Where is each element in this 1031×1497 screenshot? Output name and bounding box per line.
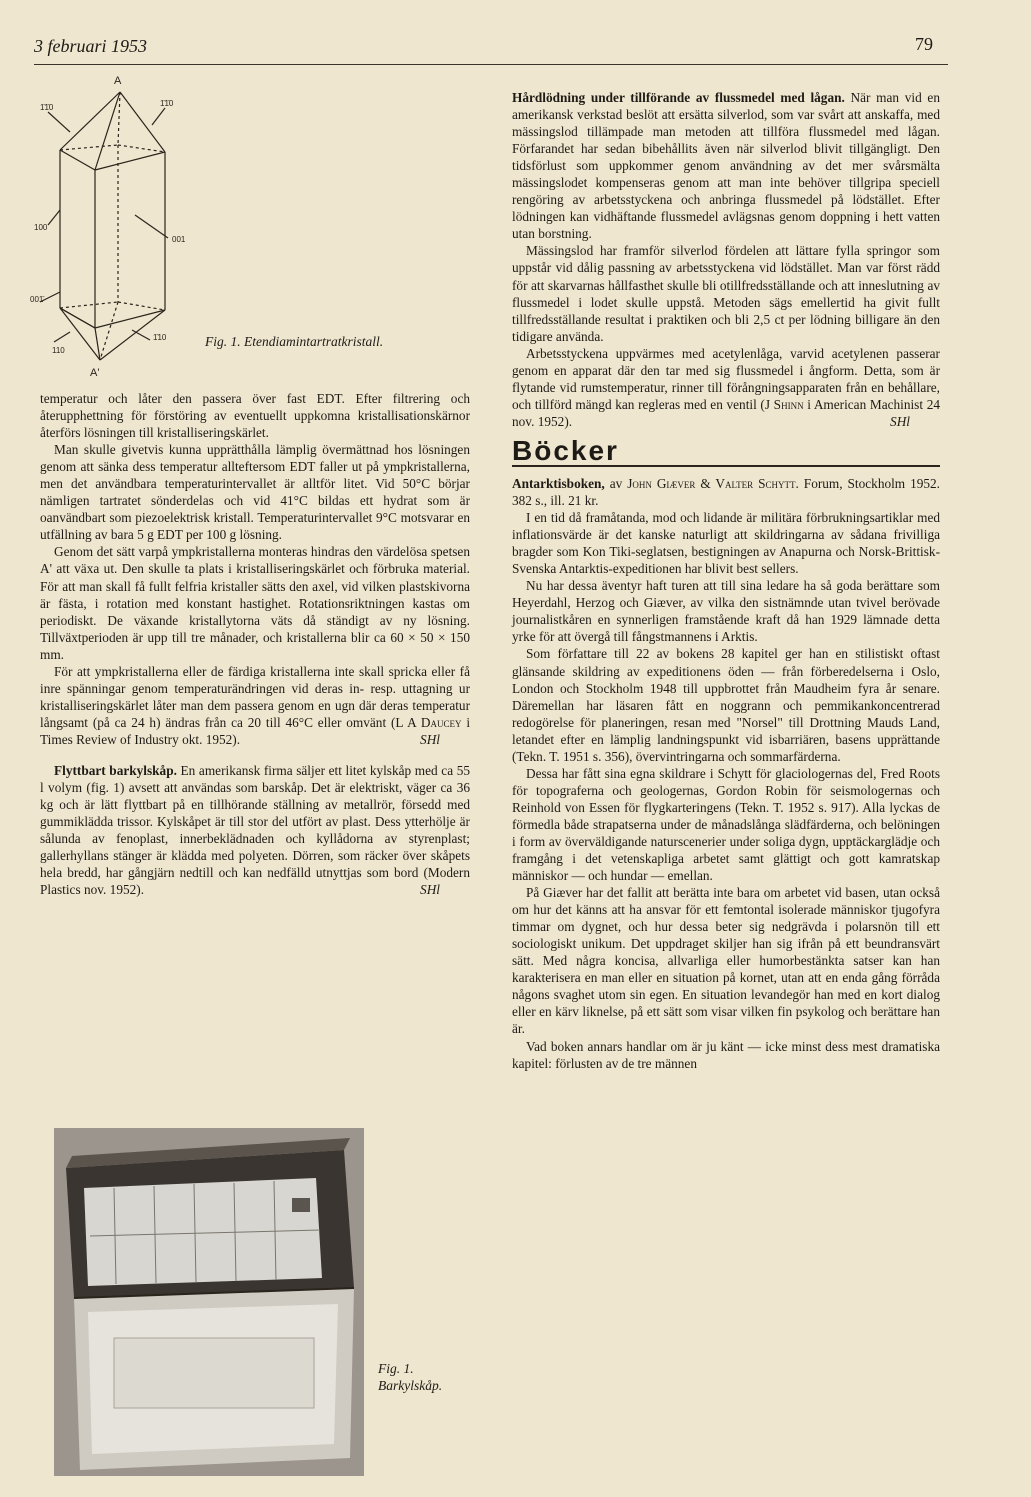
right-paragraph-2: Mässingslod har framför silverlod fördelen att lättare fylla springor som uppstår vid dålig passning av arbetsstyckena vid lödstället. Man var först rädd för att skarvarnas hållfasthet skulle bli otillfredsställande och att inneslutning av flussmedel i lodet skulle uppstå. Metoden sägs emellertid ha givit fullt tillfredsställande resultat i praktiken och bli 2,5 ct per lödning billigare än den tidigare använda. xyxy=(512,243,940,344)
figure2-caption xyxy=(378,1360,442,1394)
right-paragraph-1 xyxy=(512,89,940,242)
figure1-caption: Fig. 1. Etendiamintartratkristall. xyxy=(205,334,384,349)
refrigerator-photo xyxy=(54,1128,364,1476)
header-date: 3 februari 1953 xyxy=(34,36,148,56)
book-review-paragraph-6: Vad boken annars handlar om är ju känt — icke minst dess mest dramatiska kapitel: förlusten av de tre männen xyxy=(512,1038,940,1071)
article-title-hardlodning: Hårdlödning under tillförande av flussmedel med lågan. xyxy=(512,90,845,105)
book-title: Antarktisboken, xyxy=(512,475,605,491)
label-100: 100 xyxy=(34,223,48,232)
label-110: 110 xyxy=(52,346,65,355)
left-paragraph-4 xyxy=(40,663,470,748)
left-paragraph-3: Genom det sätt varpå ympkristallerna monteras hindras den värdelösa spetsen A' att växa ut. Den skulle ta plats i kristalliseringskärlet och förbruka material. För att man skall få fullt felfria kristaller sätts den axel, vid vilken plastskivorna är fästa, i rotation med konstant hastighet. Rotationsriktningen kastas om periodiskt. De växande kristallytorna väts då ständigt av ny lösning. Tillväxtperioden är upp till tre månader, och kristallerna blir ca 60 × 50 × 150 mm. xyxy=(40,544,470,662)
book-entry xyxy=(512,475,940,509)
book-review-paragraph-4: Dessa har fått sina egna skildrare i Schytt för glaciologernas del, Fred Roots för topograferna och geologernas, Gordon Robin för seismologernas och Reinhold von Essen för flygkarteringens (Tekn. T. 1952 s. 917). Alla lyckas de förmedla både strapatserna under de månadslånga slädfärderna, och belöningen i form av överväldigande naturscenerier under soliga dygn, upptäckarglädje och framgång i det vetenskapliga arbetet samt glättigt och gott kamratskap människor — och hundar — emellan. xyxy=(512,765,940,884)
label-A-prime: A' xyxy=(90,367,100,379)
right-paragraph-3-text: Arbetsstyckena uppvärmes med acetylenlåga, varvid acetylenen passerar genom en apparat där den tar med sig flussmedel i ångform. Detta, som är flytande vid rumstemperatur, rinner till förångningsapparaten från en behållare, och tillförd mängd kan regleras med en ventil (J xyxy=(512,345,940,412)
left-paragraph-4-end: i Times Review of Industry okt. 1952). xyxy=(40,714,471,747)
label-1-bar-1-0b: 1̄1̄0 xyxy=(160,99,174,108)
label-001: 001 xyxy=(172,235,186,244)
right-column xyxy=(512,89,940,1072)
left-column xyxy=(40,390,470,898)
right-paragraph-3-signature: SHl xyxy=(890,413,910,429)
article-title-barkylskap: Flyttbart barkylskåp. xyxy=(54,762,177,778)
figure2-caption-line2: Barkylskåp. xyxy=(378,1378,443,1393)
book-by: av xyxy=(609,475,623,491)
right-paragraph-1-text: När man vid en amerikansk verkstad beslöt att ersätta silverlod, som var svårt att anskaffa, med mässingslod tillämpade man metoden att tillföra flussmedel med lågan. Förfarandet har sedan bibehållits även när silverlod blivit tillgängligt. Den tidsförlust som uppkommer genom användning av det mer svårsmälta mässingslodet kompenseras genom att man inte behöver tillgripa speciell rengöring av arbetsstyckena och anbringa flussmedel på lödstället. Efter lödningen kan vidhäftande flussmedel avlägsnas genom doppning i hett vatten utan borstning. xyxy=(512,90,940,242)
crystal-diagram xyxy=(30,70,210,380)
left-paragraph-5 xyxy=(40,762,470,898)
section-heading-books: Böcker xyxy=(512,442,940,467)
right-paragraph-3-end: i American Machinist 24 nov. 1952). xyxy=(512,396,940,429)
left-paragraph-5-signature: SHl xyxy=(420,882,440,898)
left-paragraph-4-author: Daucey xyxy=(420,714,462,730)
book-review-paragraph-3: Som författare till 22 av bokens 28 kapitel ger han en stilistiskt oftast glänsande skildring av expeditionens öden — från förberedelserna i Oslo, London och Stockholm 1948 till uppbrottet från Maudheim fyra år senare. Däremellan har läsaren fått en noggrann och pemmikankoncentrerad redogörelse för planeringen, resan med "Norsel" till Drottning Mauds Land, letandet efter en lämplig landningspunkt vid isbarriären, basens upprättande (Tekn. T. 1951 s. 356), övervintringarna och sommarfärderna. xyxy=(512,646,940,764)
book-review-paragraph-5: På Giæver har det fallit att berätta inte bara om arbetet vid basen, utan också om hur det känns att ha ansvar för ett femtontal isolerade människor tjugofyra timmar om dygnet, och hur dessa beter sig nedgrävda i polarsnön till ett sociologiskt unikum. Det uppdraget skiljer han sig ifrån på ett beundransvärt sätt. Med några koncisa, allvarliga eller humorbestänkta satser kan han karakterisera en man eller en situation på kornet, utan att en enda gång förråda någons svaghet utom sin egen. En situation levandegör han med en kort dialog eller en kärv liknelse, på ett sätt som visar vilken fin psykolog och berättare han är. xyxy=(512,885,940,1037)
left-paragraph-4-signature: SHl xyxy=(420,731,440,747)
figure2-caption-line1: Fig. 1. xyxy=(378,1361,414,1376)
right-paragraph-3 xyxy=(512,345,940,430)
book-review-paragraph-1: I en tid då framåtanda, mod och lidande är militära förbrukningsartiklar med inflationsvärde är det kanske naturligt att skildringarna av sådana frivilliga bragder som Kon Tiki-seglatsen, bestigningen av Anapurna och Norsk-Brittisk-Svenska Antarktis-expeditionen har blivit best sellers. xyxy=(512,510,940,577)
book-authors: John Giæver & Valter Schytt. xyxy=(627,475,799,491)
header-rule xyxy=(34,64,948,65)
book-review-paragraph-2: Nu har dessa äventyr haft turen att till sina ledare ha så goda berättare som Heyerdahl, Herzog och Giæver, av vilka den sistnämnde utan tvivel berövade journalistkåren en synnerligen framstående kraft då han 1929 lämnade detta yrke för att övergå till fångstmannens i Arktis. xyxy=(512,578,940,645)
right-paragraph-3-author: Shinn xyxy=(773,396,804,412)
left-paragraph-1: temperatur och låter den passera över fast EDT. Efter filtrering och återupphettning för förstöring av eventuellt uppkomna kristallisationskärnor återförs lösningen till kristalliseringskärlet. xyxy=(40,391,470,441)
left-paragraph-2: Man skulle givetvis kunna upprätthålla lämplig övermättnad hos lösningen genom att sänka dess temperatur allteftersom EDT faller ut på ympkristallerna, men det användbara temperaturintervallet är alltför litet. Vid 50°C börjar nämligen tartratet sönderdelas och vid 41°C bildas ett hydrat som är oanvändbart som piezoelektrisk kristall. Temperaturintervallet 9°C motsvarar en utfällning av bara 5 g EDT per 100 g lösning. xyxy=(40,442,470,543)
left-paragraph-5-text: En amerikansk firma säljer ett litet kylskåp med ca 55 l volym (fig. 1) avsett att användas som barskåp. Det är elektriskt, väger ca 36 kg och är lätt flyttbart på en tillhörande ställning av metallrör, försedd med gummiklädda trissor. Kylskåpet är till stor del utfört av plast. Dess ytterhölje är sålunda av fenoplast, innerbeklädnaden och kyllådorna av styrenplast; gallerhyllans stänger är klädda med polyeten. Dörren, som räcker över skåpets hela bredd, har gångjärn nedtill och kan nedfälld utnyttjas som bord (Modern Plastics nov. 1952). xyxy=(40,762,470,898)
label-bar-110: 1̄10 xyxy=(153,333,167,342)
label-00-bar-1: 001̄ xyxy=(30,295,44,304)
left-paragraph-4-text: För att ympkristallerna eller de färdiga kristallerna inte skall spricka eller få inre spänningar genom temperaturändringen vid deras in- resp. uttagning ur kristalliseringskärlet låter man dem passera genom en ugn där deras temperatur långsamt (på ca 24 h) ändras från ca 20 till 46°C eller omvänt (L A xyxy=(40,663,470,730)
label-A: A xyxy=(114,75,122,87)
page-number: 79 xyxy=(915,34,933,54)
book-publisher: Forum, Stockholm 1952. 382 s., ill. 21 kr. xyxy=(512,475,941,509)
label-1-bar-1-0: 1̄1̄0 xyxy=(40,103,54,112)
